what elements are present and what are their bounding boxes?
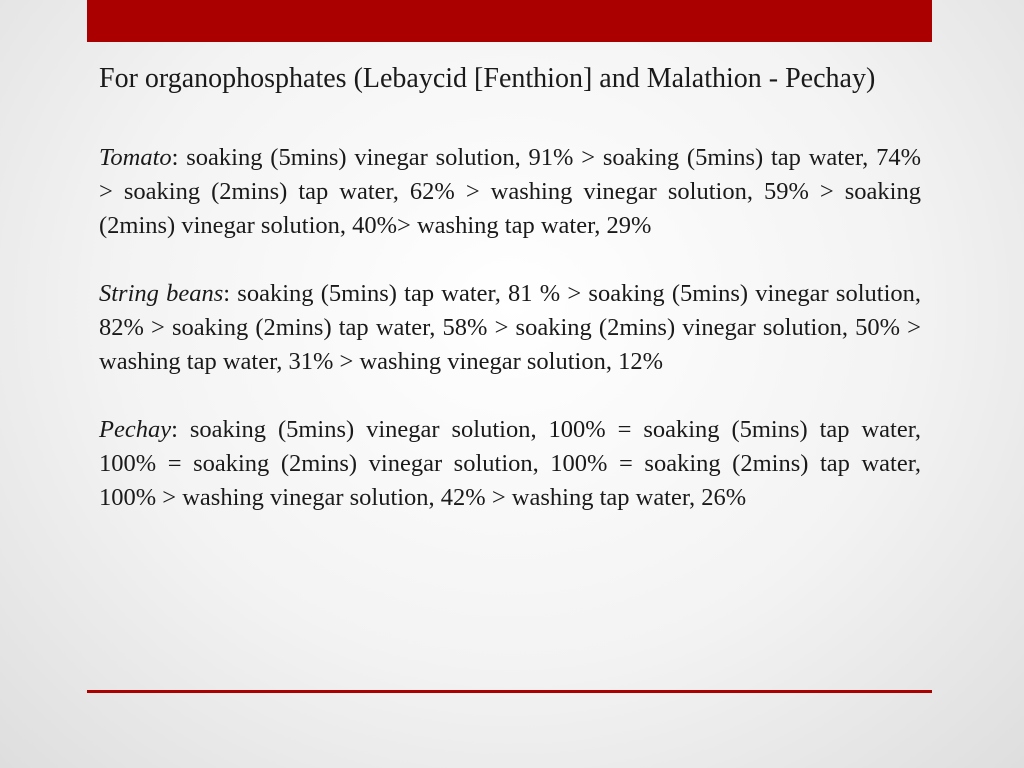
tomato-text: : soaking (5mins) vinegar solution, 91% > soaking (5mins) tap water, 74% > soaking (2mins) tap water, 62% > washing vinegar solution, 59% > soaking (2mins) vinegar solution, 40%> washing tap water, 29%	[99, 144, 921, 239]
pechay-text: : soaking (5mins) vinegar solution, 100% = soaking (5mins) tap water, 100% = soaking (2mins) vinegar solution, 100% = soaking (2mins) tap water, 100% > washing vinegar solution, 42% > washing tap water, 26%	[99, 416, 921, 511]
string-beans-paragraph	[99, 277, 921, 379]
pechay-label: Pechay	[99, 416, 172, 443]
pechay-paragraph	[99, 413, 921, 515]
slide-title: For organophosphates (Lebaycid [Fenthion] and Malathion - Pechay)	[99, 63, 876, 94]
tomato-label: Tomato	[99, 144, 172, 171]
string-beans-text: : soaking (5mins) tap water, 81 % > soaking (5mins) vinegar solution, 82% > soaking (2mins) tap water, 58% > soaking (2mins) vinegar solution, 50% > washing tap water, 31% > washing vinegar solution, 12%	[99, 280, 922, 375]
slide-content	[99, 59, 921, 515]
tomato-paragraph	[99, 141, 921, 243]
top-accent-bar	[87, 0, 932, 42]
bottom-divider	[87, 690, 932, 693]
string-beans-label: String beans	[99, 280, 224, 307]
